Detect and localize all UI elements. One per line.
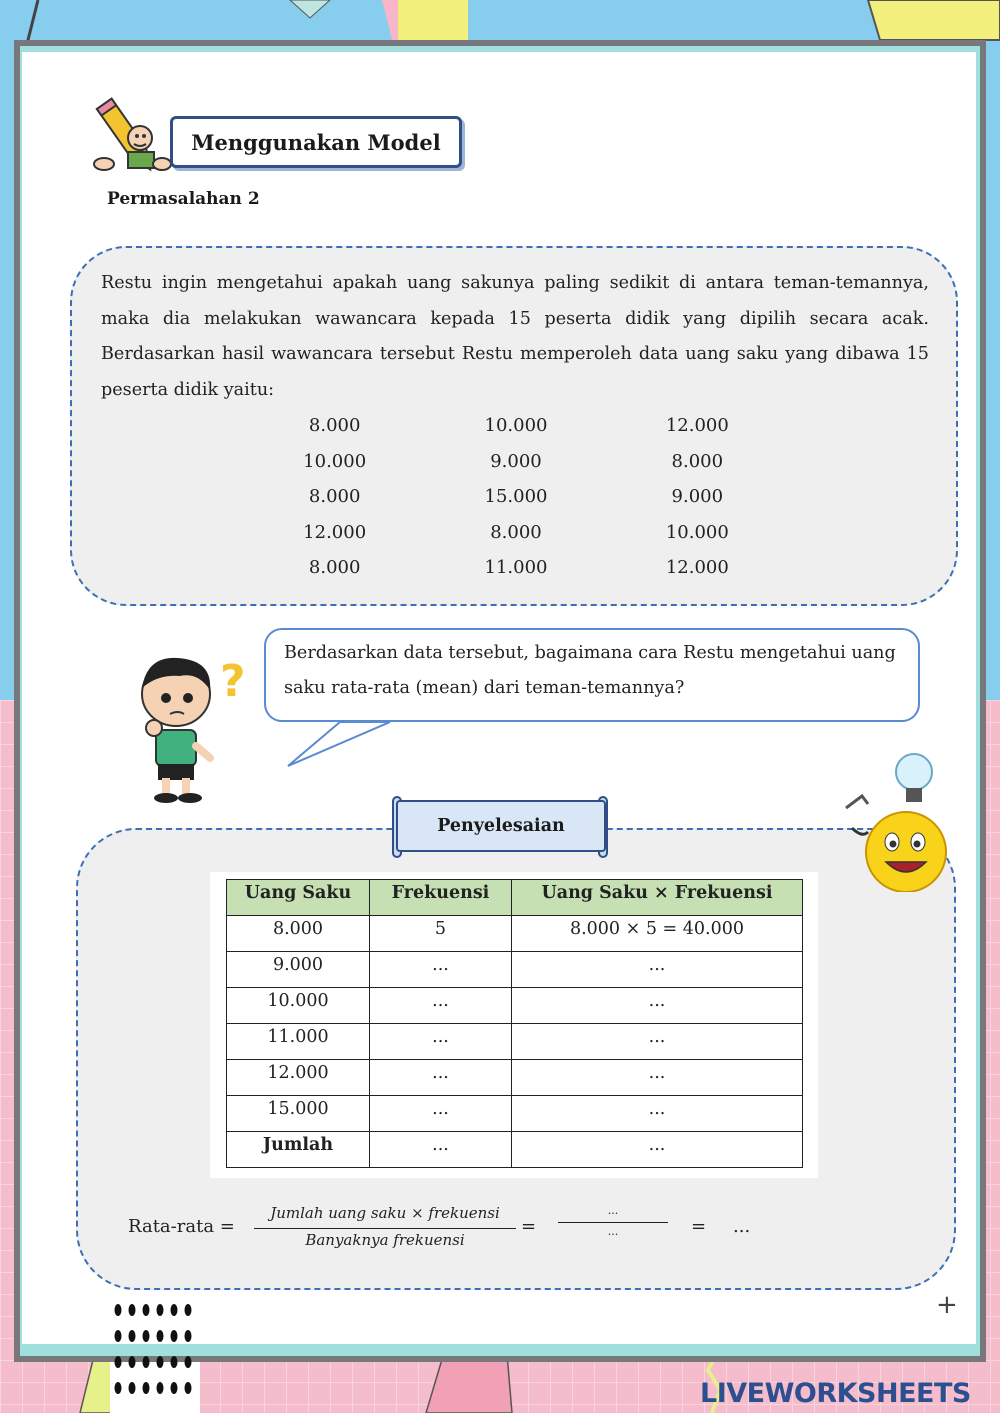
data-value: 8.000	[308, 415, 361, 436]
cell-frekuensi[interactable]: ...	[370, 988, 512, 1024]
data-value: 11.000	[484, 557, 548, 579]
data-value: 12.000	[665, 415, 729, 436]
answer-numerator[interactable]: ...	[607, 1204, 619, 1217]
section-title: Menggunakan Model	[170, 116, 462, 168]
data-value: 15.000	[484, 486, 548, 508]
data-value: 10.000	[665, 521, 729, 543]
solution-banner: Penyelesaian	[396, 800, 606, 852]
cell-product[interactable]: 8.000 × 5 = 40.000	[512, 916, 803, 952]
cell-product-total[interactable]: ...	[512, 1132, 803, 1168]
mean-formula	[128, 1198, 828, 1258]
table-row	[227, 988, 803, 1024]
data-value: 8.000	[671, 450, 724, 472]
data-value: 9.000	[490, 450, 542, 472]
data-value: 10.000	[484, 415, 548, 436]
cell-frekuensi[interactable]: ...	[370, 1024, 512, 1060]
table-row	[227, 1096, 803, 1132]
data-value: 12.000	[665, 557, 729, 579]
column-header: Uang Saku	[227, 880, 370, 916]
svg-text:?: ?	[220, 656, 246, 707]
table-row	[227, 1060, 803, 1096]
cell-uang-saku: 8.000	[227, 916, 370, 952]
problem-text: Restu ingin mengetahui apakah uang sakunya paling sedikit di antara teman-temannya, maka dia melakukan wawancara kepada 15 peserta didik yang dipilih secara acak. Berdasarkan hasil wawancara tersebut Restu memperoleh data uang saku yang dibawa 15 peserta didik yaitu:	[101, 273, 929, 400]
thinking-boy-icon	[128, 650, 258, 806]
cell-frekuensi[interactable]: ...	[370, 1060, 512, 1096]
answer-denominator[interactable]: ...	[607, 1225, 619, 1238]
table-row	[227, 952, 803, 988]
pencil-mascot-icon	[82, 90, 174, 182]
data-value: 9.000	[671, 486, 724, 508]
cell-uang-saku: 15.000	[227, 1096, 370, 1132]
answer-result[interactable]: ...	[733, 1216, 751, 1237]
data-value: 12.000	[303, 521, 367, 543]
cell-product[interactable]: ...	[512, 1060, 803, 1096]
formula-numerator: Jumlah uang saku × frekuensi	[270, 1204, 500, 1222]
question-text: Berdasarkan data tersebut, bagaimana cara Restu mengetahui uang saku rata-rata (mean) dari teman-temannya?	[284, 643, 896, 698]
column-header: Frekuensi	[370, 880, 512, 916]
cell-product[interactable]: ...	[512, 952, 803, 988]
yellow-corner-decoration	[868, 0, 1000, 40]
data-value: 8.000	[490, 521, 542, 543]
speech-bubble-tail	[280, 716, 400, 772]
fraction-bar	[558, 1222, 668, 1223]
lightbulb-smiley-icon	[838, 752, 956, 892]
equals-sign: =	[521, 1216, 537, 1237]
formula-denominator: Banyaknya frekuensi	[305, 1231, 465, 1249]
data-value: 10.000	[303, 450, 367, 472]
column-header: Uang Saku × Frekuensi	[512, 880, 803, 916]
data-value: 8.000	[308, 486, 361, 508]
table-total-row	[227, 1132, 803, 1168]
cell-frekuensi[interactable]: ...	[370, 952, 512, 988]
cell-uang-saku: 9.000	[227, 952, 370, 988]
cell-uang-saku: 11.000	[227, 1024, 370, 1060]
table-header-row	[227, 880, 803, 916]
yellow-stripe-decoration	[398, 0, 468, 40]
data-value: 8.000	[308, 557, 361, 579]
frequency-table	[226, 879, 803, 1168]
dotted-pattern	[110, 1300, 200, 1413]
cell-uang-saku: 10.000	[227, 988, 370, 1024]
fraction-bar	[254, 1228, 516, 1229]
cell-product[interactable]: ...	[512, 988, 803, 1024]
small-triangle-decoration	[290, 0, 330, 18]
cell-frekuensi[interactable]: 5	[370, 916, 512, 952]
cell-uang-saku: 12.000	[227, 1060, 370, 1096]
problem-heading: Permasalahan 2	[107, 189, 260, 209]
equals-sign: =	[691, 1216, 707, 1237]
pocket-money-data	[244, 408, 788, 586]
cell-product[interactable]: ...	[512, 1024, 803, 1060]
cell-jumlah-label: Jumlah	[227, 1132, 370, 1168]
table-row	[227, 1024, 803, 1060]
cell-frekuensi[interactable]: ...	[370, 1096, 512, 1132]
answer-fraction	[558, 1204, 668, 1238]
plus-decoration-icon: +	[936, 1290, 958, 1320]
formula-fraction	[254, 1204, 516, 1249]
liveworksheets-logo: LIVEWORKSHEETS	[700, 1378, 971, 1409]
formula-label: Rata-rata =	[128, 1216, 235, 1237]
cell-product[interactable]: ...	[512, 1096, 803, 1132]
table-row	[227, 916, 803, 952]
cell-frekuensi-total[interactable]: ...	[370, 1132, 512, 1168]
